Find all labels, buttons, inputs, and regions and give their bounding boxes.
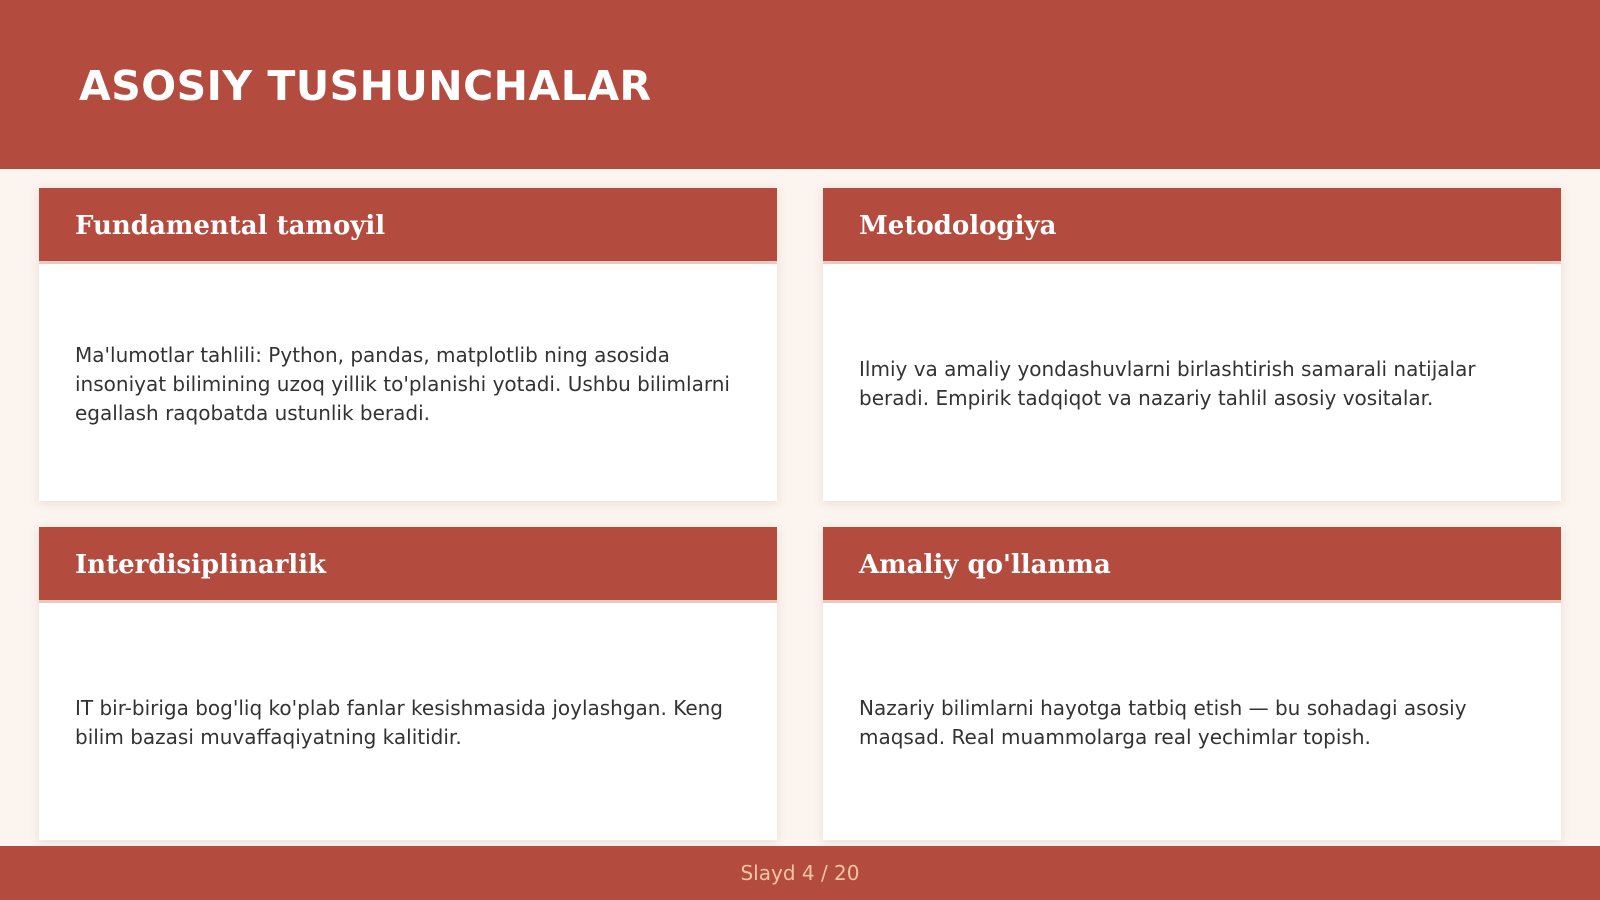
card-metodologiya <box>823 188 1561 501</box>
card-title: Metodologiya <box>859 211 1057 241</box>
card-header <box>39 188 777 264</box>
card-amaliy-qollanma <box>823 527 1561 840</box>
slide-header <box>0 0 1600 169</box>
card-body <box>823 606 1561 840</box>
card-header <box>823 527 1561 603</box>
card-text: Ilmiy va amaliy yondashuvlarni birlashtirish samarali natijalar beradi. Empirik tadqiqot va nazariy tahlil asosiy vositalar. <box>859 357 1476 410</box>
slide-title: ASOSIY TUSHUNCHALAR <box>79 62 652 110</box>
card-body <box>39 606 777 840</box>
card-body <box>823 267 1561 501</box>
card-header <box>823 188 1561 264</box>
card-text: Nazariy bilimlarni hayotga tatbiq etish — bu sohadagi asosiy maqsad. Real muammolarga real yechimlar topish. <box>859 696 1467 749</box>
slide-footer <box>0 846 1600 900</box>
slide-counter: Slayd 4 / 20 <box>740 861 860 885</box>
card-title: Interdisiplinarlik <box>75 550 327 580</box>
card-body <box>39 267 777 501</box>
card-title: Fundamental tamoyil <box>75 211 386 241</box>
card-title: Amaliy qo'llanma <box>859 550 1111 580</box>
card-fundamental-tamoyil <box>39 188 777 501</box>
card-text: IT bir-biriga bog'liq ko'plab fanlar kesishmasida joylashgan. Keng bilim bazasi muvaffaqiyatning kalitidir. <box>75 696 723 749</box>
card-header <box>39 527 777 603</box>
card-text: Ma'lumotlar tahlili: Python, pandas, matplotlib ning asosida insoniyat bilimining uzoq yillik to'planishi yotadi. Ushbu bilimlarni egallash raqobatda ustunlik beradi. <box>75 342 730 425</box>
card-interdisiplinarlik <box>39 527 777 840</box>
